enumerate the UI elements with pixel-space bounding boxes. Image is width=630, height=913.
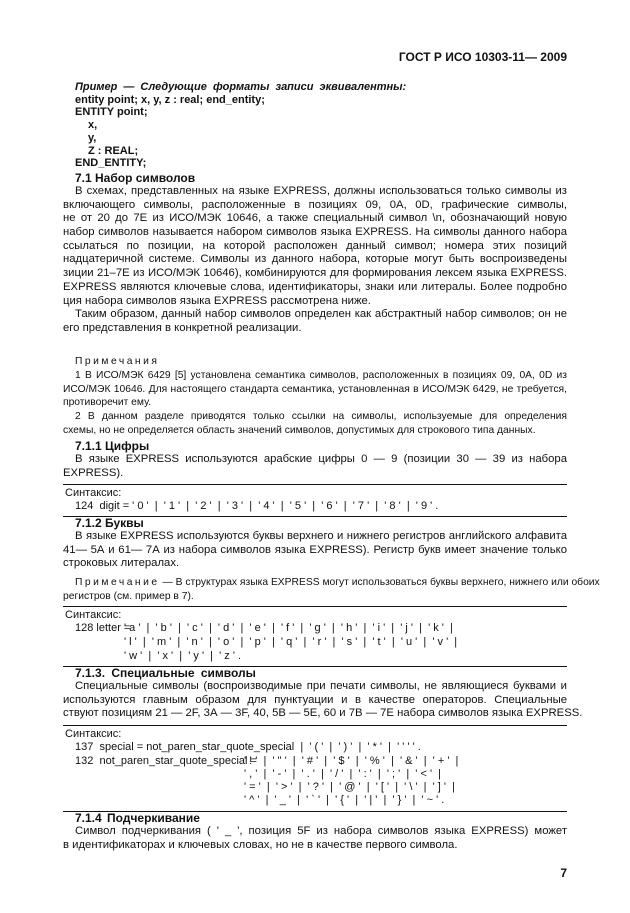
text-line: В языке EXPRESS используются буквы верхнего и нижнего регистров английского алфавита [75, 530, 567, 542]
paragraph [63, 453, 567, 480]
text-line: используются главным образом для пунктуации и в качестве операторов. Специальные [63, 693, 567, 706]
syntax-code-row: ' a ' | ' b ' | ' c ' | ' d ' | ' e ' | ' f ' | ' g ' | ' h ' | ' i ' | ' j ' | ' k ' | [124, 622, 453, 634]
text-line: ция набора символов языка EXPRESS рассмотрена ниже. [63, 294, 371, 307]
text-line: строковых литералах. [63, 557, 180, 570]
section-heading-7-1-2: 7.1.2 Буквы [75, 516, 144, 530]
text-line: не от 20 до 7Е из ИСО/МЭК 10646, а также специальный символ \n, обозначающий новую [63, 212, 567, 225]
text-line: надцатеричной системе. Символы из данного набора, которые могут быть воспроизведены [63, 253, 567, 266]
text-line: схемы, но не определяется область значений символов, допустимых для строкового типа данных. [63, 424, 536, 436]
section-heading-7-1: 7.1 Набор символов [75, 171, 196, 185]
note-2 [63, 410, 567, 437]
paragraph [63, 680, 583, 721]
text-line: 2 В данном разделе приводятся только ссылки на символы, используемые для определения [75, 411, 567, 422]
note [63, 576, 600, 603]
syntax-code-row: ' l ' | ' m ' | ' n ' | ' o ' | ' p ' | ' q ' | ' r ' | ' s ' | ' t ' | ' u ' | ' v ' | [124, 636, 458, 648]
text-line: его представления в конкретной реализации. [63, 321, 302, 334]
code-line: x, [88, 119, 98, 132]
paragraph [63, 308, 567, 335]
notes-block [63, 355, 567, 369]
syntax-code-row: ' ! ' | ' " ' | ' # ' | ' $ ' | ' % ' | ' & ' | ' + ' | [244, 755, 459, 767]
syntax-box-digit [63, 484, 567, 517]
code-line: entity point; x, y, z : real; end_entity; [75, 93, 265, 106]
text-line: включающего символы, расположенные в позициях 09, 0А, 0D, графические символы, [63, 198, 567, 211]
code-line: ENTITY point; [75, 106, 148, 119]
section-heading-7-1-1: 7.1.1 Цифры [75, 439, 150, 453]
document-header: ГОСТ Р ИСО 10303-11— 2009 [398, 50, 567, 64]
syntax-box-special [63, 725, 567, 812]
text-line: противоречит ему. [63, 397, 152, 409]
syntax-code-row: ' , ' | ' - ' | ' . ' | ' / ' | ' : ' | ' ; ' | ' < ' | [244, 768, 442, 780]
text-line: Специальные символы (воспроизводимые при печати символы, не являющиеся буквами и [75, 680, 567, 692]
text-line: ссылаться по позиции, на которой расположен данный символ; номера этих позиций [63, 239, 567, 252]
syntax-code-row: ' ^ ' | ' _ ' | ' ` ' | ' { ' | ' | ' | ' } ' | ' ~ ' . [244, 794, 445, 806]
syntax-code: 137 special = not_paren_star_quote_special | ' ( ' | ' ) ' | ' * ' | ' ' ' ' . [75, 741, 421, 753]
note-1 [63, 369, 567, 410]
paragraph [63, 185, 567, 308]
notes-title: Примечания [75, 356, 160, 367]
code-line: Z : REAL; [88, 144, 139, 157]
text-line: 41— 5А и 61— 7А из набора символов языка EXPRESS). Регистр букв имеет значение только [63, 543, 567, 556]
section-heading-7-1-3: 7.1.3. Специальные символы [75, 666, 256, 680]
section-heading-7-1-4: 7.1.4 Подчеркивание [75, 811, 200, 825]
example-block [75, 81, 406, 170]
syntax-label: Синтаксис: [65, 487, 122, 499]
syntax-code-row: ' w ' | ' x ' | ' y ' | ' z ' . [124, 650, 242, 662]
text-line: Символ подчеркивания ( ' _ ', позиция 5F из набора символов языка EXPRESS) может [75, 825, 567, 837]
text-line: набор символов называется набором символов языка EXPRESS. На символы данного набора [63, 226, 567, 239]
example-title: Пример — Следующие форматы записи эквивалентны: [75, 81, 407, 93]
syntax-code-prefix: 132 not_paren_star_quote_special = [75, 755, 261, 767]
code-line: END_ENTITY; [75, 157, 147, 170]
text-line: Таким образом, данный набор символов определен как абстрактный набор символов; он не [75, 308, 567, 320]
syntax-code-row: ' = ' | ' > ' | ' ? ' | ' @ ' | ' [ ' | ' \ ' | ' ] ' | [244, 781, 455, 793]
page-number: 7 [560, 866, 567, 880]
text-line: В языке EXPRESS используются арабские цифры 0 — 9 (позиции 30 — 39 из набора [75, 453, 567, 465]
note-text: регистров (см. пример в 7). [63, 590, 194, 602]
text-line: EXPRESS). [63, 466, 124, 479]
paragraph [63, 825, 567, 852]
text-line: ИСО/МЭК 10646. Для настоящего стандарта семантика, установленная в ИСО/МЭК 6429, не требуется, [63, 383, 567, 395]
text-line: зиции 21–7Е из ИСО/МЭК 10646), комбинируются для формирования лексем языка EXPRESS. [63, 267, 567, 280]
text-line: в идентификаторах и ключевых словах, но не в качестве первого символа. [63, 838, 458, 851]
code-line: у, [88, 131, 97, 144]
syntax-box-letter [63, 606, 567, 667]
syntax-label: Синтаксис: [65, 728, 122, 740]
paragraph [63, 530, 567, 571]
note-label: Примечание [75, 577, 160, 588]
syntax-code-prefix: 128 letter = [75, 622, 134, 634]
text-line: В схемах, представленных на языке EXPRESS, должны использоваться только символы из [75, 185, 567, 197]
syntax-label: Синтаксис: [65, 609, 122, 621]
syntax-code: 124 digit = ' 0 ' | ' 1 ' | ' 2 ' | ' 3 ' | ' 4 ' | ' 5 ' | ' 6 ' | ' 7 ' | ' 8 ' | ' 9 ' . [75, 500, 439, 512]
text-line: EXPRESS являются ключевые слова, идентификаторы, знаки или литералы. Более подробно [63, 280, 567, 293]
text-line: 1 В ИСО/МЭК 6429 [5] установлена семантика символов, расположенных в позициях 09, 0А, 0D из [75, 370, 567, 381]
note-text: — В структурах языка EXPRESS могут использоваться буквы верхнего, нижнего или обоих [159, 577, 600, 588]
text-line: ствуют позициям 21 — 2F, 3А — 3F, 40, 5В — 5Е, 60 и 7В — 7Е набора символов языка EXPRESS. [63, 707, 583, 720]
